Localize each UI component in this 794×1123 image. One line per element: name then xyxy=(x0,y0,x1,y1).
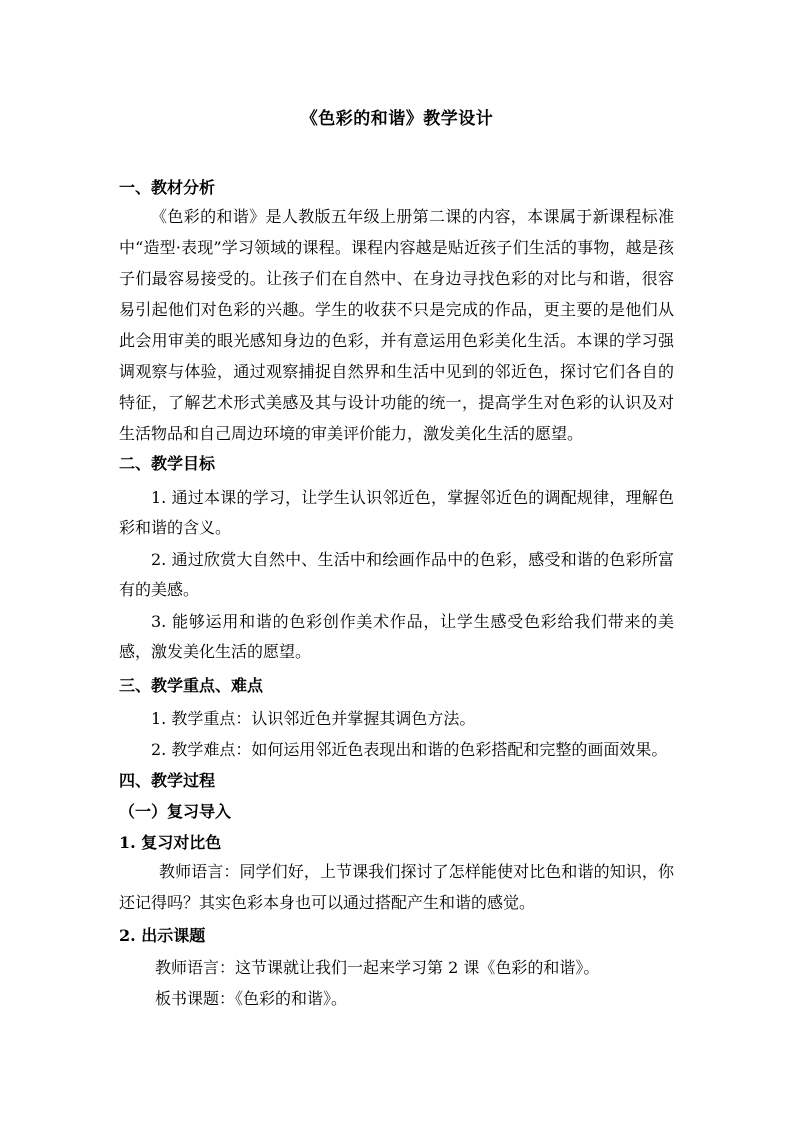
analysis-paragraph: 《色彩的和谐》是人教版五年级上册第二课的内容，本课属于新课程标准中“造型·表现”学习领域的课程。课程内容越是贴近孩子们生活的事物，越是孩子们最容易接受的。让孩子们在自然中、在身边寻找色彩的对比与和谐，很容易引起他们对色彩的兴趣。学生的收获不只是完成的作品，更主要的是他们从此会用审美的眼光感知身边的色彩，并有意运用色彩美化生活。本课的学习强调观察与体验，通过观察捕捉自然界和生活中见到的邻近色，探讨它们各自的特征，了解艺术形式美感及其与设计功能的统一，提高学生对色彩的认识及对生活物品和自己周边环境的审美评价能力，激发美化生活的愿望。 xyxy=(119,207,674,443)
objective-item-2: 2. 通过欣赏大自然中、生活中和绘画作品中的色彩，感受和谐的色彩所富有的美感。 xyxy=(119,550,674,599)
key-point-item-2: 2. 教学难点：如何运用邻近色表现出和谐的色彩搭配和完整的画面效果。 xyxy=(151,740,668,759)
step-heading-review-contrast: 1. 复习对比色 xyxy=(119,833,222,852)
section-heading-process: 四、教学过程 xyxy=(119,771,216,790)
key-point-item-1: 1. 教学重点：认识邻近色并掌握其调色方法。 xyxy=(151,709,476,728)
subsection-heading-review: （一）复习导入 xyxy=(119,802,232,821)
objective-item-3: 3. 能够运用和谐的色彩创作美术作品，让学生感受色彩给我们带来的美感，激发美化生活的愿望。 xyxy=(119,612,674,661)
section-heading-objectives: 二、教学目标 xyxy=(119,454,216,473)
step-text-show-topic-2: 板书课题：《色彩的和谐》。 xyxy=(155,989,348,1008)
step-heading-show-topic: 2. 出示课题 xyxy=(119,926,206,945)
step-text-show-topic-1: 教师语言：这节课就让我们一起来学习第 2 课《色彩的和谐》。 xyxy=(155,958,600,977)
section-heading-key-points: 三、教学重点、难点 xyxy=(119,676,264,695)
objective-item-1: 1. 通过本课的学习，让学生认识邻近色，掌握邻近色的调配规律，理解色彩和谐的含义。 xyxy=(119,488,674,537)
document-title: 《色彩的和谐》教学设计 xyxy=(300,109,494,129)
step-text-review-contrast: 教师语言：同学们好，上节课我们探讨了怎样能使对比色和谐的知识，你还记得吗？其实色彩本身也可以通过搭配产生和谐的感觉。 xyxy=(119,862,674,912)
section-heading-analysis: 一、教材分析 xyxy=(119,178,216,197)
